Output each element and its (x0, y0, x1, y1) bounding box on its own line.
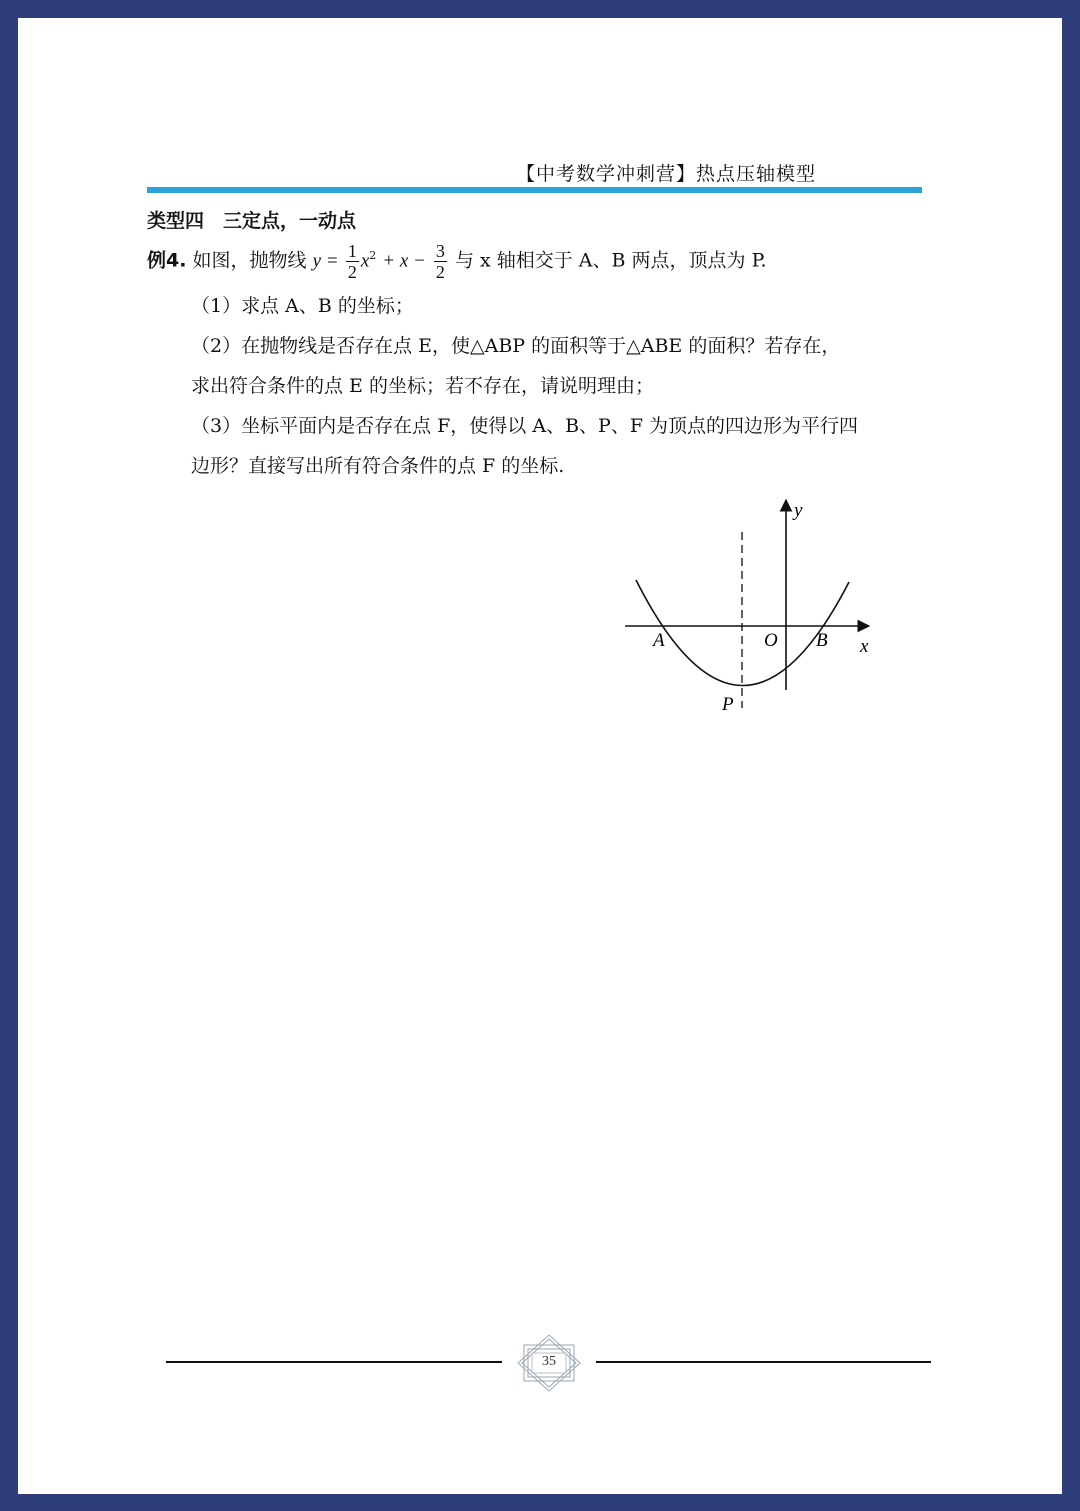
document-page (18, 18, 1062, 1494)
footer-rule-right (596, 1361, 931, 1363)
part-2-line-2: 求出符合条件的点 E 的坐标；若不存在，请说明理由； (191, 375, 654, 397)
fraction-denominator: 2 (435, 261, 445, 282)
intro-tail: 与 x 轴相交于 A、B 两点，顶点为 P. (454, 249, 767, 272)
equation-equals: = (327, 250, 338, 272)
equation-y: y (312, 250, 321, 272)
example-label: 例4. (147, 249, 187, 272)
header-rule (147, 187, 922, 193)
intro-text: 如图，抛物线 (192, 249, 307, 272)
fraction-numerator: 1 (347, 240, 357, 261)
part-3-line-2: 边形？直接写出所有符合条件的点 F 的坐标. (191, 455, 565, 477)
point-b-label: B (816, 630, 828, 651)
part-3-line-1: （3）坐标平面内是否存在点 F，使得以 A、B、P、F 为顶点的四边形为平行四 (191, 415, 859, 437)
origin-label: O (764, 630, 778, 651)
parabola-figure (618, 480, 888, 720)
problem-intro-line (147, 236, 937, 286)
part-1: （1）求点 A、B 的坐标； (191, 295, 414, 317)
fraction-three-halves (434, 241, 447, 282)
header-title: 【中考数学冲刺营】热点压轴模型 (515, 163, 816, 185)
section-heading: 类型四 三定点，一动点 (147, 210, 357, 232)
point-a-label: A (653, 630, 665, 651)
fraction-numerator: 3 (435, 240, 445, 261)
x-axis-label: x (860, 636, 869, 657)
vertex-p-label: P (722, 694, 734, 715)
problem-block (147, 236, 937, 486)
equation-x: x (360, 250, 370, 272)
equation-plus-x: + x − (382, 250, 426, 272)
fraction-denominator: 2 (347, 261, 357, 282)
fraction-one-half (346, 241, 359, 282)
page-number: 35 (542, 1354, 556, 1369)
part-2-line-1: （2）在抛物线是否存在点 E，使△ABP 的面积等于△ABE 的面积？若存在， (191, 335, 841, 357)
y-axis-label: y (794, 500, 803, 521)
footer-rule-left (166, 1361, 502, 1363)
equation-exponent: 2 (369, 249, 377, 262)
